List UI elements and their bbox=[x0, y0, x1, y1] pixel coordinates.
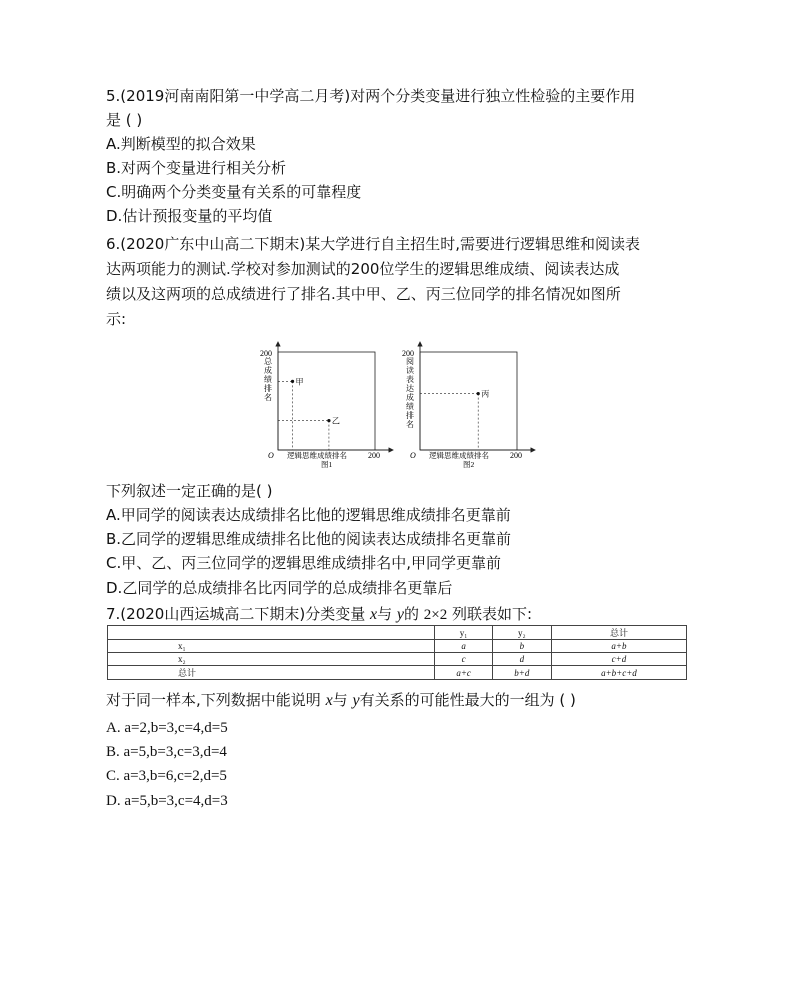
q7-option-c: C. a=3,b=6,c=2,d=5 bbox=[106, 768, 227, 784]
q7-stem-c: 的 bbox=[404, 605, 420, 623]
q7-question-c: 有关系的可能性最大的一组为 ( ) bbox=[359, 691, 576, 709]
table-cell: a+b bbox=[551, 640, 686, 653]
q7-stem-d: 列联表如下: bbox=[452, 605, 533, 623]
q7-option-d: D. a=5,b=3,c=4,d=3 bbox=[106, 793, 228, 809]
table-row bbox=[108, 666, 687, 680]
q6-option-b: B.乙同学的逻辑思维成绩排名比他的阅读表达成绩排名更靠前 bbox=[106, 530, 512, 548]
table-cell: c bbox=[435, 653, 492, 666]
figure-1-point-label-1: 乙 bbox=[331, 416, 340, 426]
figure-1-point-1 bbox=[327, 419, 330, 422]
figure-2-origin: O bbox=[410, 451, 416, 460]
figure-1-y-max: 200 bbox=[260, 349, 272, 358]
figure-2-ylabel-char: 成 bbox=[406, 393, 414, 402]
figure-2-ylabel-char: 表 bbox=[406, 375, 414, 384]
q7-option-b: B. a=5,b=3,c=3,d=4 bbox=[106, 744, 227, 760]
table-cell: b bbox=[492, 640, 551, 653]
table-row bbox=[108, 626, 687, 640]
q7-question-b: 与 bbox=[332, 691, 348, 709]
table-header-cell: y₂ bbox=[492, 626, 551, 640]
q5-option-a: A.判断模型的拟合效果 bbox=[106, 135, 256, 153]
figure-2-ylabel-char: 绩 bbox=[406, 402, 414, 411]
q7-question-a: 对于同一样本,下列数据中能说明 bbox=[106, 691, 321, 709]
q7-question bbox=[106, 690, 576, 711]
q6-option-c: C.甲、乙、丙三位同学的逻辑思维成绩排名中,甲同学更靠前 bbox=[106, 554, 502, 572]
q7-stem-b: 与 bbox=[377, 605, 393, 623]
q7-question-var-y: y bbox=[352, 692, 360, 709]
table-cell: a+b+c+d bbox=[551, 666, 686, 680]
figure-2 bbox=[400, 340, 540, 474]
figure-2-ylabel bbox=[406, 356, 414, 429]
table-cell: c+d bbox=[551, 653, 686, 666]
table-row bbox=[108, 653, 687, 666]
figure-2-ylabel-char: 达 bbox=[406, 384, 414, 393]
q7-dim: 2×2 bbox=[423, 607, 448, 623]
table-cell: d bbox=[492, 653, 551, 666]
q6-stem-line4: 示: bbox=[106, 310, 127, 328]
q7-question-var-x: x bbox=[325, 692, 333, 709]
figure-2-xlabel: 逻辑思维成绩排名 bbox=[429, 451, 489, 460]
q6-option-d: D.乙同学的总成绩排名比丙同学的总成绩排名更靠后 bbox=[106, 579, 453, 597]
figure-2-plot bbox=[400, 340, 540, 470]
q7-var-y: y bbox=[396, 606, 404, 623]
q5-option-b: B.对两个变量进行相关分析 bbox=[106, 159, 287, 177]
q7-stem bbox=[106, 604, 532, 625]
figure-1-x-max: 200 bbox=[368, 451, 380, 460]
q6-stem-line3: 绩以及这两项的总成绩进行了排名.其中甲、乙、丙三位同学的排名情况如图所 bbox=[106, 285, 621, 303]
figure-1-point-0 bbox=[291, 380, 294, 383]
figure-2-frame bbox=[420, 352, 517, 450]
q6-question: 下列叙述一定正确的是( ) bbox=[106, 482, 273, 500]
figure-1-ylabel bbox=[264, 356, 273, 402]
q7-option-a: A. a=2,b=3,c=4,d=5 bbox=[106, 720, 228, 736]
table-row bbox=[108, 640, 687, 653]
figure-1-ylabel-char: 绩 bbox=[264, 375, 272, 384]
figure-1-plot bbox=[258, 340, 398, 470]
figure-1-caption: 图1 bbox=[321, 460, 333, 469]
table-cell: b+d bbox=[492, 666, 551, 680]
table-header-cell: 总计 bbox=[551, 626, 686, 640]
figure-1-points bbox=[278, 377, 340, 450]
figure-1-ylabel-char: 排 bbox=[264, 384, 272, 393]
table-row-label: 总计 bbox=[108, 666, 435, 680]
figure-2-ylabel-char: 名 bbox=[406, 420, 414, 429]
q6-stem-line2: 达两项能力的测试.学校对参加测试的200位学生的逻辑思维成绩、阅读表达成 bbox=[106, 260, 620, 278]
q5-stem-line1: 5.(2019河南南阳第一中学高二月考)对两个分类变量进行独立性检验的主要作用 bbox=[106, 87, 636, 105]
figure-2-point-label-0: 丙 bbox=[481, 389, 490, 399]
q7-stem-a: 7.(2020山西运城高二下期末)分类变量 bbox=[106, 605, 366, 623]
figure-2-x-max: 200 bbox=[510, 451, 522, 460]
figure-2-y-max: 200 bbox=[402, 349, 414, 358]
contingency-table bbox=[107, 625, 687, 680]
figure-2-point-0 bbox=[477, 392, 480, 395]
q6-option-a: A.甲同学的阅读表达成绩排名比他的逻辑思维成绩排名更靠前 bbox=[106, 506, 511, 524]
table-cell: a bbox=[435, 640, 492, 653]
q5-option-c: C.明确两个分类变量有关系的可靠程度 bbox=[106, 183, 362, 201]
figure-1-origin: O bbox=[268, 451, 274, 460]
q5-stem-line2: 是 ( ) bbox=[106, 111, 143, 129]
figure-2-ylabel-char: 阅 bbox=[406, 357, 414, 366]
figure-1 bbox=[258, 340, 398, 474]
figure-1-ylabel-char: 总 bbox=[264, 357, 272, 366]
figure-2-ylabel-char: 读 bbox=[406, 366, 414, 375]
figure-1-xlabel: 逻辑思维成绩排名 bbox=[287, 451, 347, 460]
table-row-label: x₂ bbox=[108, 653, 435, 666]
figure-2-points bbox=[420, 390, 489, 450]
table-row-label: x₁ bbox=[108, 640, 435, 653]
q7-var-x: x bbox=[369, 606, 378, 623]
table-cell: a+c bbox=[435, 666, 492, 680]
figure-1-ylabel-char: 成 bbox=[264, 366, 272, 375]
q6-stem-line1: 6.(2020广东中山高二下期末)某大学进行自主招生时,需要进行逻辑思维和阅读表 bbox=[106, 235, 640, 253]
table-header-cell: y₁ bbox=[435, 626, 492, 640]
table-cell bbox=[108, 626, 435, 640]
figure-1-point-label-0: 甲 bbox=[295, 377, 304, 387]
q5-option-d: D.估计预报变量的平均值 bbox=[106, 207, 273, 225]
figure-2-ylabel-char: 排 bbox=[406, 411, 414, 420]
figure-1-ylabel-char: 名 bbox=[264, 393, 272, 402]
figure-2-caption: 图2 bbox=[463, 460, 475, 469]
